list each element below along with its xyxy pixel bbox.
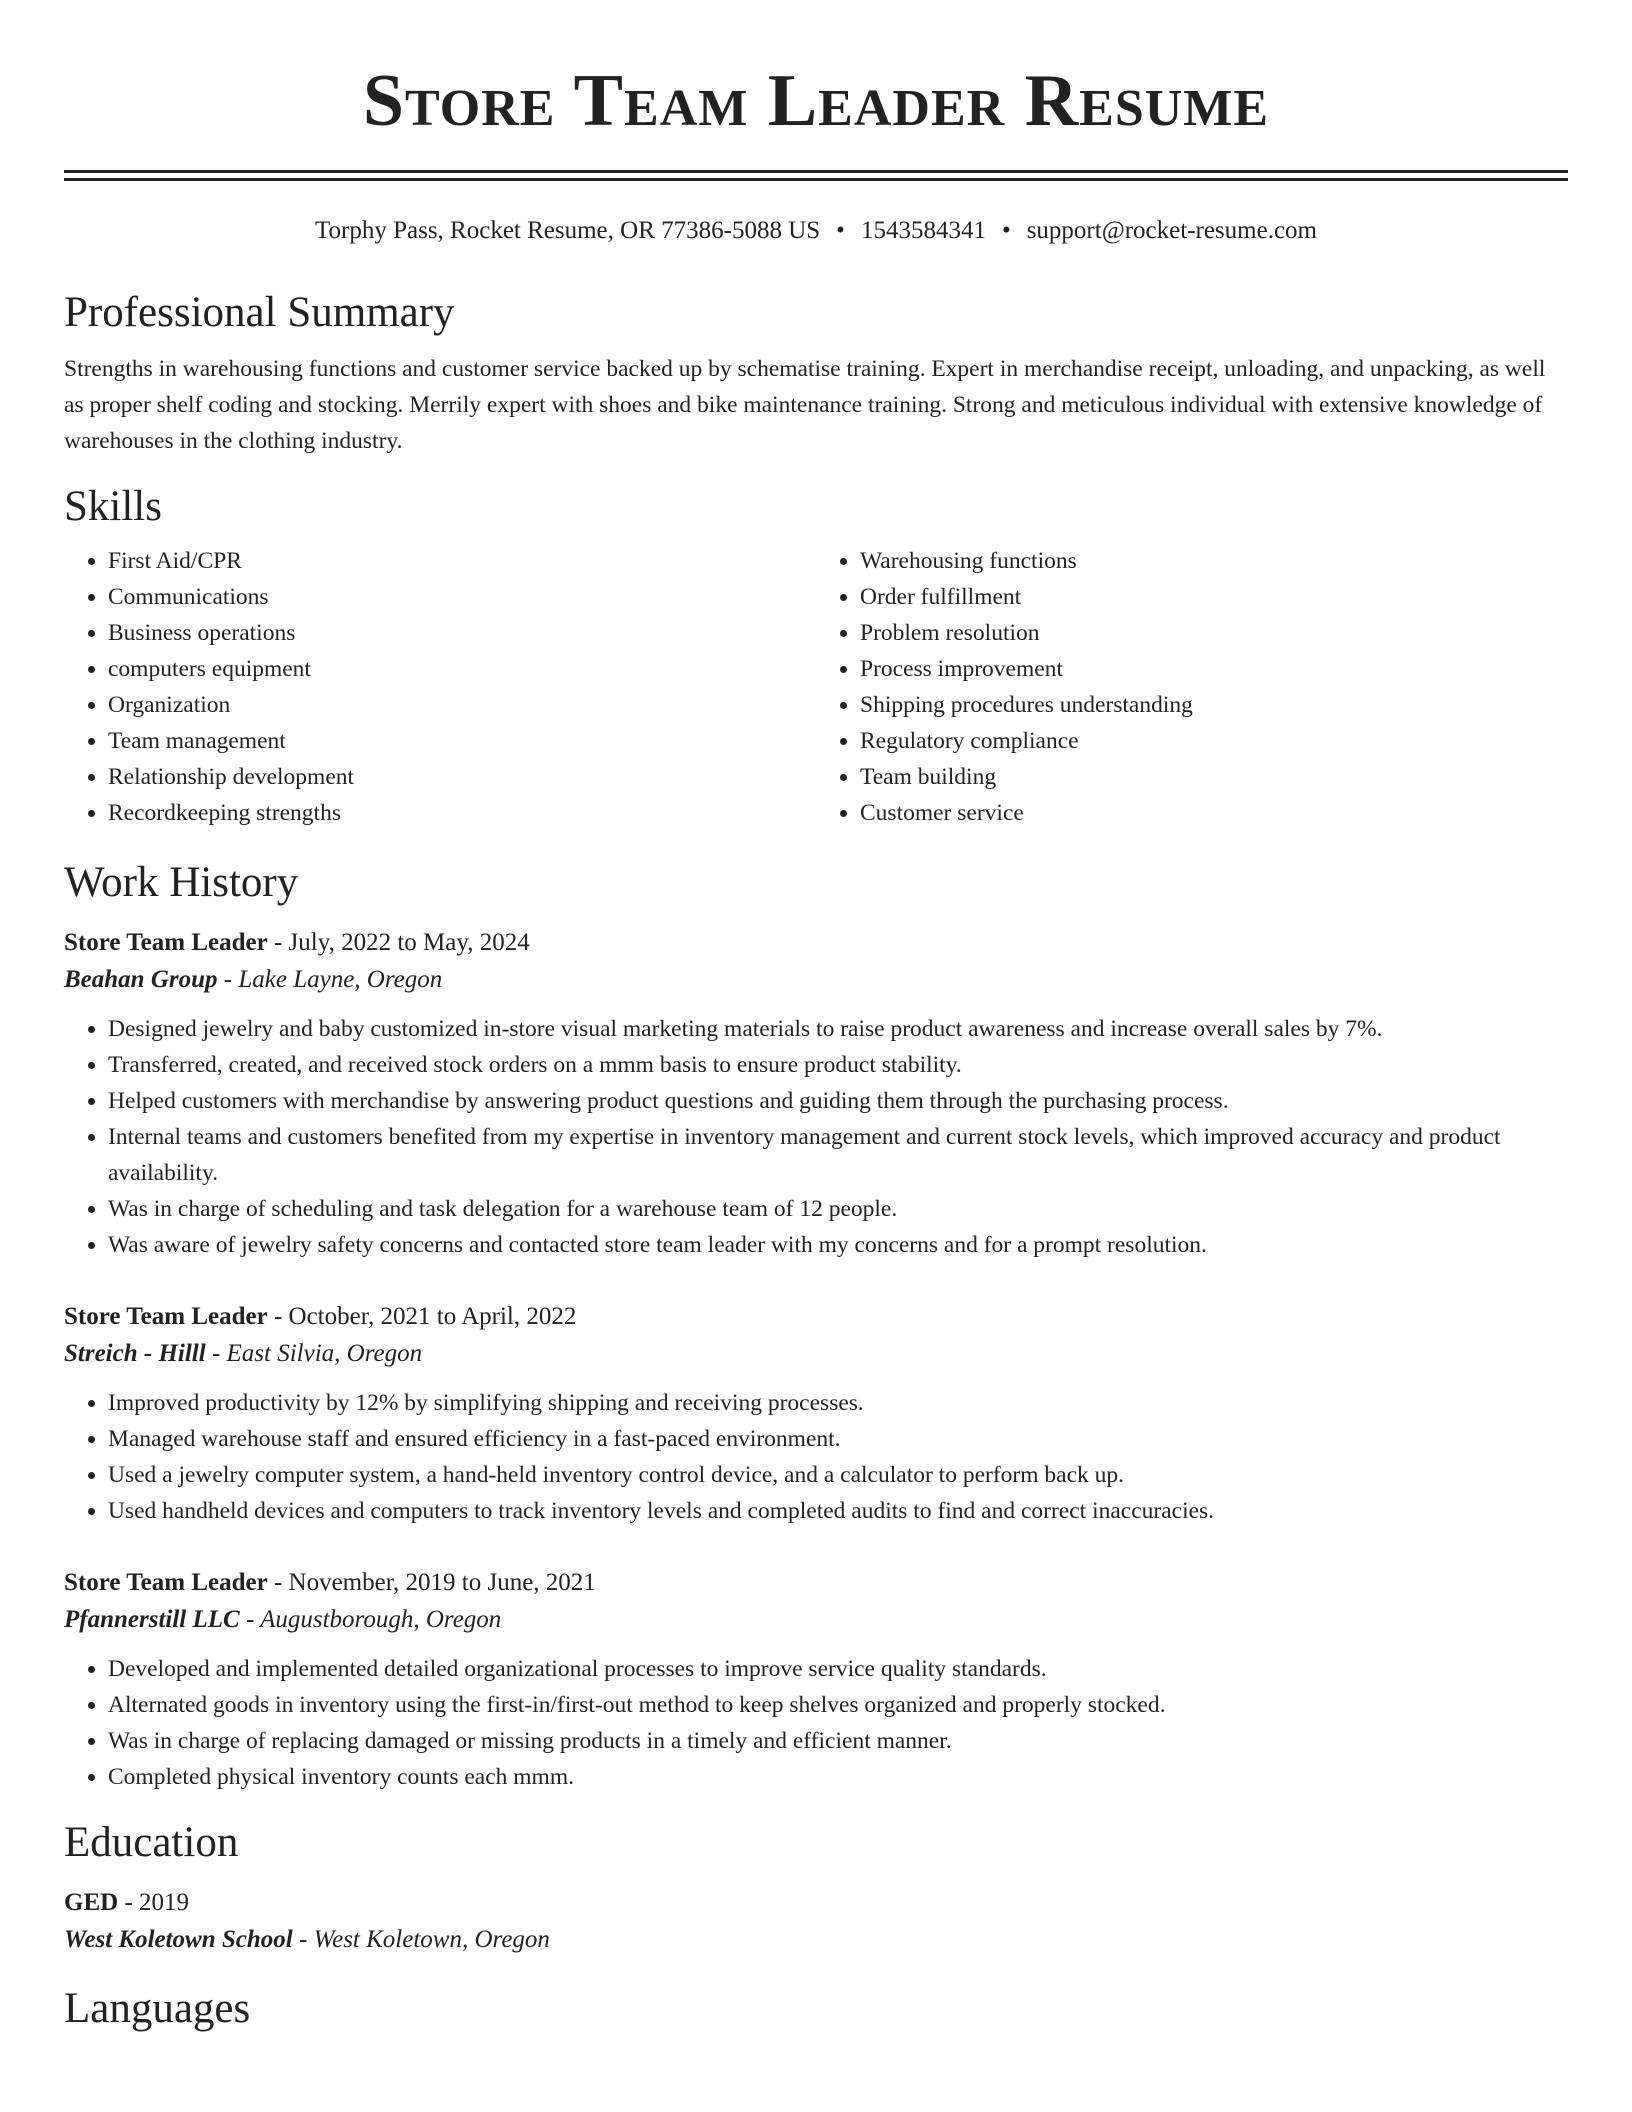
- job-location: East Silvia, Oregon: [226, 1340, 423, 1367]
- contact-separator: •: [1001, 217, 1011, 244]
- education-section: [64, 1817, 1568, 1959]
- job-bullet: • Designed jewelry and baby customized in-store visual marketing materials to raise product awareness and increase overall sales by 7%.: [108, 1011, 1568, 1047]
- job-bullet: • Was in charge of scheduling and task delegation for a warehouse team of 12 people.: [108, 1191, 1568, 1227]
- skill-item: • Organization: [108, 687, 816, 723]
- skills-section: [64, 481, 1568, 831]
- job-entry: [64, 1565, 1568, 1795]
- skill-item: • Problem resolution: [860, 615, 1568, 651]
- skill-item: • Warehousing functions: [860, 543, 1568, 579]
- skill-item: • Team management: [108, 723, 816, 759]
- job-bullet: • Helped customers with merchandise by answering product questions and guiding them through the purchasing process.: [108, 1083, 1568, 1119]
- job-dates: November, 2019 to June, 2021: [288, 1569, 596, 1596]
- skills-list-right: [816, 543, 1568, 831]
- job-bullets: [64, 1651, 1568, 1795]
- contact-separator: •: [836, 217, 845, 244]
- job-title: Store Team Leader: [64, 929, 268, 956]
- skill-item: • computers equipment: [108, 651, 816, 687]
- education-location: West Koletown, Oregon: [313, 1926, 550, 1953]
- summary-heading: Professional Summary: [64, 289, 455, 336]
- job-bullet: • Alternated goods in inventory using the first-in/first-out method to keep shelves organized and properly stocked.: [108, 1687, 1568, 1723]
- job-bullet: • Used a jewelry computer system, a hand-held inventory control device, and a calculator to perform back up.: [108, 1457, 1568, 1493]
- job-bullet: • Improved productivity by 12% by simplifying shipping and receiving processes.: [108, 1385, 1568, 1421]
- skills-list-left: [64, 543, 816, 831]
- job-bullet: • Was in charge of replacing damaged or missing products in a timely and efficient manner.: [108, 1723, 1568, 1759]
- job-employer: Streich - Hilll - East Silvia, Oregon: [64, 1340, 423, 1367]
- job-entry: [64, 925, 1568, 1263]
- job-location: Augustborough, Oregon: [260, 1606, 502, 1633]
- skill-item: • Team building: [860, 759, 1568, 795]
- title-double-rule: [64, 170, 1568, 181]
- summary-text: Strengths in warehousing functions and customer service backed up by schematise training. Expert in merchandise receipt, unloading, and unpacking, as well as proper shelf coding and stocking. Merrily expert with shoes and bike maintenance training. Strong and meticulous individual with extensive knowledge of warehouses in the clothing industry.: [64, 356, 1546, 454]
- job-bullets: [64, 1385, 1568, 1529]
- skill-item: • Recordkeeping strengths: [108, 795, 816, 831]
- job-bullets: [64, 1011, 1568, 1263]
- job-bullet: • Completed physical inventory counts each mmm.: [108, 1759, 1568, 1795]
- skills-heading: Skills: [64, 483, 162, 530]
- skills-columns: [64, 543, 1568, 831]
- contact-email: support@rocket-resume.com: [1026, 217, 1317, 244]
- work-history-section: [64, 857, 1568, 1795]
- job-bullet: • Managed warehouse staff and ensured efficiency in a fast-paced environment.: [108, 1421, 1568, 1457]
- job-bullet: • Used handheld devices and computers to track inventory levels and completed audits to find and correct inaccuracies.: [108, 1493, 1568, 1529]
- education-heading: Education: [64, 1819, 239, 1866]
- job-employer: Beahan Group - Lake Layne, Oregon: [64, 966, 443, 993]
- job-company: Beahan Group: [64, 966, 218, 993]
- skill-item: • Business operations: [108, 615, 816, 651]
- contact-address: Torphy Pass, Rocket Resume, OR 77386-5088 US: [314, 217, 821, 244]
- contact-phone: 1543584341: [860, 217, 986, 244]
- job-company: Pfannerstill LLC: [64, 1606, 240, 1633]
- skill-item: • First Aid/CPR: [108, 543, 816, 579]
- job-bullet: • Was aware of jewelry safety concerns and contacted store team leader with my concerns and for a prompt resolution.: [108, 1227, 1568, 1263]
- education-school-line: West Koletown School - West Koletown, Oregon: [64, 1926, 550, 1953]
- education-header: GED - 2019: [64, 1889, 190, 1916]
- education-degree: GED: [64, 1889, 119, 1916]
- job-header: Store Team Leader - July, 2022 to May, 2024: [64, 929, 530, 956]
- languages-section: [64, 1983, 1568, 2035]
- job-employer: Pfannerstill LLC - Augustborough, Oregon: [64, 1606, 502, 1633]
- job-title: Store Team Leader: [64, 1303, 268, 1330]
- job-header: Store Team Leader - November, 2019 to June, 2021: [64, 1569, 596, 1596]
- job-bullet: • Internal teams and customers benefited from my expertise in inventory management and current stock levels, which improved accuracy and product availability.: [108, 1119, 1568, 1191]
- education-entry: [64, 1885, 1568, 1959]
- education-school: West Koletown School: [64, 1926, 293, 1953]
- job-company: Streich - Hilll: [64, 1340, 206, 1367]
- languages-heading: Languages: [64, 1985, 251, 2032]
- skill-item: • Communications: [108, 579, 816, 615]
- job-bullet: • Developed and implemented detailed organizational processes to improve service quality standards.: [108, 1651, 1568, 1687]
- education-year: 2019: [139, 1889, 190, 1916]
- skill-item: • Regulatory compliance: [860, 723, 1568, 759]
- skill-item: • Process improvement: [860, 651, 1568, 687]
- job-dates: October, 2021 to April, 2022: [288, 1303, 577, 1330]
- skill-item: • Order fulfillment: [860, 579, 1568, 615]
- resume-page: [64, 0, 1568, 2035]
- job-bullet: • Transferred, created, and received stock orders on a mmm basis to ensure product stability.: [108, 1047, 1568, 1083]
- skill-item: • Relationship development: [108, 759, 816, 795]
- summary-section: [64, 287, 1568, 459]
- job-location: Lake Layne, Oregon: [238, 966, 443, 993]
- job-header: Store Team Leader - October, 2021 to April, 2022: [64, 1303, 577, 1330]
- job-title: Store Team Leader: [64, 1569, 268, 1596]
- work-history-heading: Work History: [64, 859, 299, 906]
- resume-title: Store Team Leader Resume: [362, 60, 1270, 142]
- contact-line: [64, 215, 1568, 247]
- skill-item: • Customer service: [860, 795, 1568, 831]
- job-dates: July, 2022 to May, 2024: [288, 929, 530, 956]
- job-entry: [64, 1299, 1568, 1529]
- skill-item: • Shipping procedures understanding: [860, 687, 1568, 723]
